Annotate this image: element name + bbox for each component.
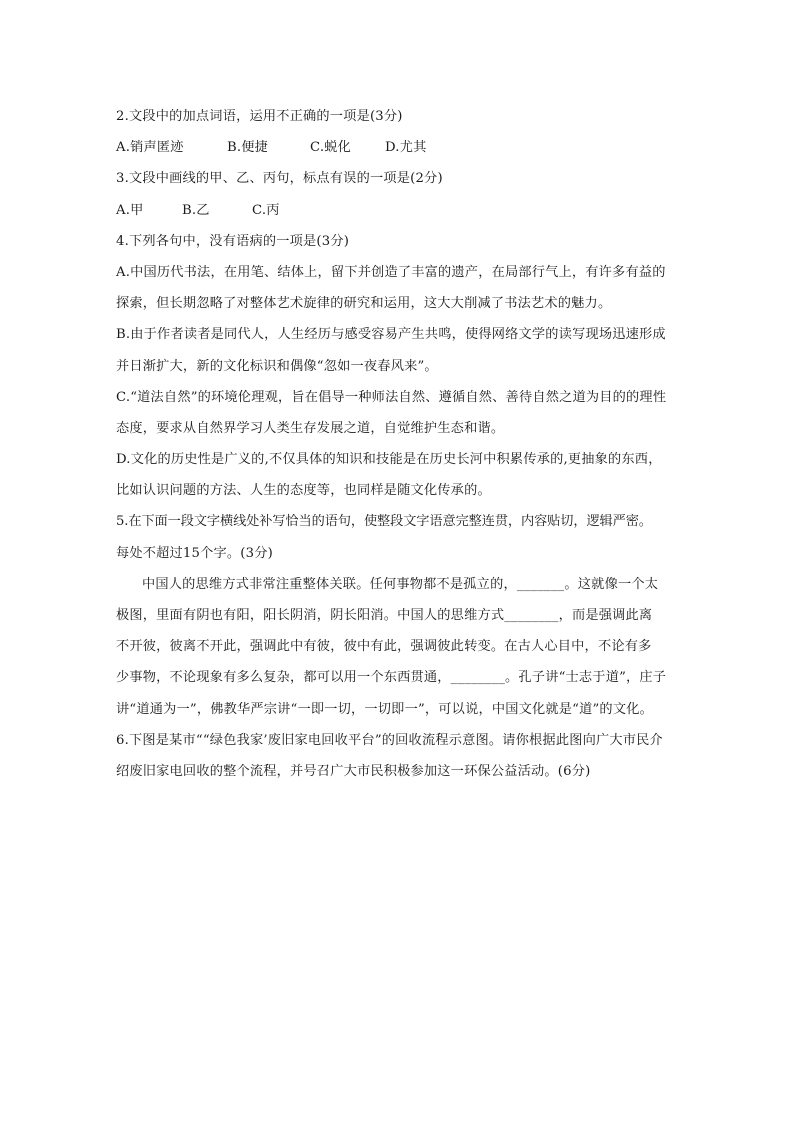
q5-passage-line-2: 极图，里面有阴也有阳，阳长阴消，阴长阳消。中国人的思维方式________，而是强调此离	[116, 608, 653, 623]
q3-option-c: C.丙	[252, 202, 280, 218]
q2-options	[116, 132, 696, 163]
q2-option-b: B.便捷	[227, 140, 269, 156]
q5-stem-line-2: 每处不超过15个字。(3分)	[116, 545, 273, 561]
q4-option-b-line-2: 并日渐扩大，新的文化标识和偶像“忽如一夜春风来”。	[116, 358, 438, 374]
q2-stem: 2.文段中的加点词语，运用不正确的一项是(3分)	[116, 109, 403, 124]
q5-passage-line-1: 中国人的思维方式非常注重整体关联。任何事物都不是孤立的，_______。这就像一个太	[142, 576, 659, 592]
q3-stem: 3.文段中画线的甲、乙、丙句，标点有误的一项是(2分)	[116, 171, 443, 187]
q4-option-c-line-2: 态度，要求从自然界学习人类生存发展之道，自觉维护生态和谐。	[116, 420, 505, 436]
q4-option-a-line-2: 探索，但长期忽略了对整体艺术旋律的研究和运用，这大大削减了书法艺术的魅力。	[116, 296, 612, 312]
q2-option-d: D.尤其	[385, 140, 427, 156]
q5-stem-line-1: 5.在下面一段文字横线处补写恰当的语句，使整段文字语意完整连贯，内容贴切，逻辑严密。	[116, 514, 652, 530]
q4-option-b-line-1: B.由于作者读者是同代人，人生经历与感受容易产生共鸣，使得网络文学的读写现场迅速形成	[116, 327, 666, 343]
q6-stem-line-1: 6.下图是某市““绿色我家’废旧家电回收平台”的回收流程示意图。请你根据此图向广大市民介	[116, 732, 663, 748]
q3-option-a: A.甲	[116, 202, 144, 218]
q5-passage-line-5: 讲“道通为一”，佛教华严宗讲“一即一切，一切即一”，可以说，中国文化就是“道”的文化。	[116, 701, 653, 717]
q4-option-a-line-1: A.中国历代书法，在用笔、结体上，留下并创造了丰富的遗产，在局部行气上，有许多有益的	[116, 264, 666, 280]
q5-passage-line-4: 少事物，不论现象有多么复杂，都可以用一个东西贯通，________。孔子讲“士志于道”，庄子	[116, 670, 667, 686]
q4-option-c-line-1: C.“道法自然”的环境伦理观，旨在倡导一种师法自然、遵循自然、善待自然之道为目的的理性	[116, 389, 667, 405]
q4-stem: 4.下列各句中，没有语病的一项是(3分)	[116, 233, 350, 249]
q2-option-c: C.蜕化	[310, 140, 351, 156]
q3-option-b: B.乙	[182, 202, 210, 218]
q2-option-a: A.销声匿迹	[116, 140, 184, 156]
q4-option-d-line-2: 比如认识问题的方法、人生的态度等，也同样是随文化传承的。	[116, 483, 491, 499]
q6-stem-line-2: 绍废旧家电回收的整个流程，并号召广大市民积极参加这一环保公益活动。(6分)	[116, 763, 591, 779]
q3-options	[116, 195, 696, 226]
q5-passage-line-3: 不开彼，彼离不开此，强调此中有彼，彼中有此，强调彼此转变。在古人心目中，不论有多	[116, 639, 652, 655]
q4-option-d-line-1: D.文化的历史性是广义的,不仅具体的知识和技能是在历史长河中积累传承的,更抽象的东西，	[116, 452, 662, 468]
exam-page	[116, 101, 696, 787]
